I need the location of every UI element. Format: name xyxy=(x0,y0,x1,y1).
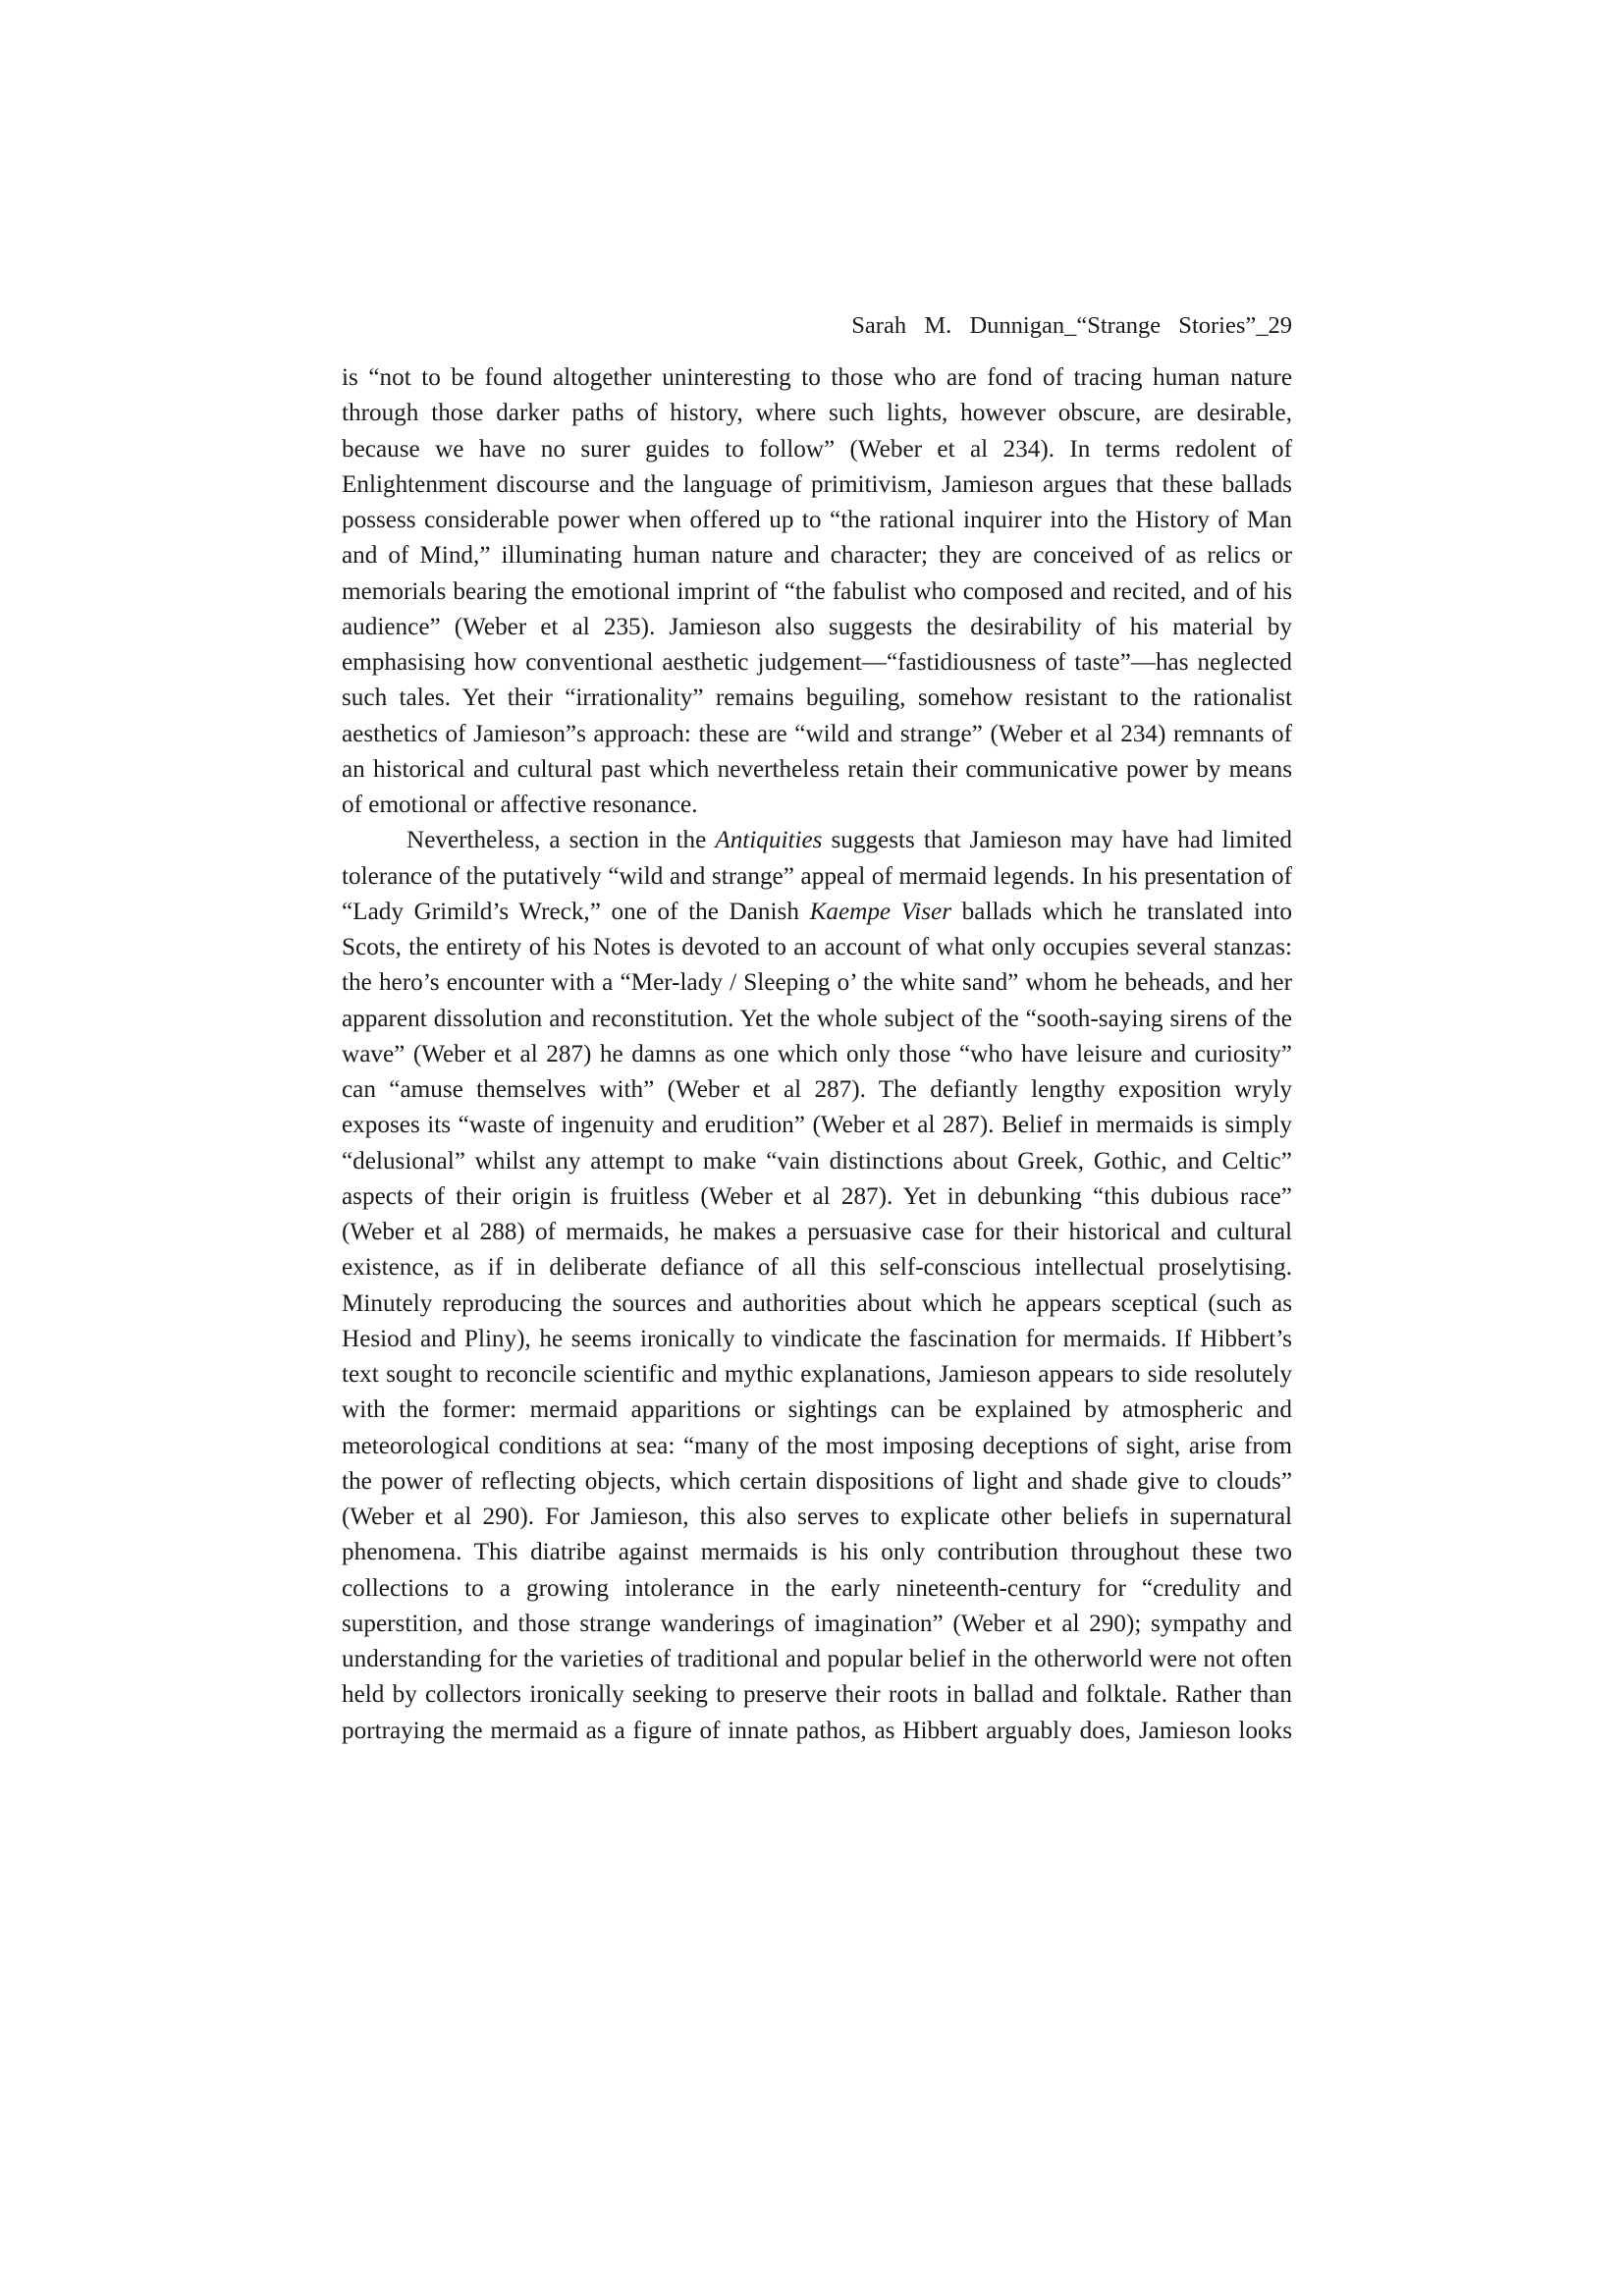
running-head: Sarah M. Dunnigan_“Strange Stories”_29 xyxy=(851,312,1292,339)
paragraph-1 xyxy=(342,360,1292,823)
paragraph-2 xyxy=(342,823,1292,1749)
title-antiquities: Antiquities xyxy=(715,827,823,854)
paragraph-2-text-b: suggests that Jamieson may have had limited tolerance of the putatively “wild and strange” appeal of mermaid legends. In his presentation of “Lady Grimild’s Wreck,” one of the Danish xyxy=(342,827,1293,925)
title-kaempe-viser: Kaempe Viser xyxy=(809,898,952,925)
body-text xyxy=(342,360,1292,1749)
paragraph-2-text-c: ballads which he translated into Scots, the entirety of his Notes is devoted to an account of what only occupies several stanzas: the hero’s encounter with a “Mer-lady / Sleeping o’ the white sand” whom he beheads, and her apparent dissolution and reconstitution. Yet the whole subject of the “sooth-saying sirens of the wave” (Weber et al 287) he damns as one which only those “who have leisure and curiosity” can “amuse themselves with” (Weber et al 287). The defiantly lengthy exposition wryly exposes its “waste of ingenuity and erudition” (Weber et al 287). Belief in mermaids is simply “delusional” whilst any attempt to make “vain distinctions about Greek, Gothic, and Celtic” aspects of their origin is fruitless (Weber et al 287). Yet in debunking “this dubious race” (Weber et al 288) of mermaids, he makes a persuasive case for their historical and cultural existence, as if in deliberate defiance of all this self-conscious intellectual proselytising. Minutely reproducing the sources and authorities about which he appears sceptical (such as Hesiod and Pliny), he seems ironically to vindicate the fascination for mermaids. If Hibbert’s text sought to reconcile scientific and mythic explanations, Jamieson appears to side resolutely with the former: mermaid apparitions or sightings can be explained by atmospheric and meteorological conditions at sea: “many of the most imposing deceptions of sight, arise from the power of reflecting objects, which certain dispositions of light and shade give to clouds” (Weber et al 290). For Jamieson, this also serves to explicate other beliefs in supernatural phenomena. This diatribe against mermaids is his only contribution throughout these two collections to a growing intolerance in the early nineteenth-century for “credulity and superstition, and those strange wanderings of imagination” (Weber et al 290); sympathy and understanding for the varieties of traditional and popular belief in the otherworld were not often held by collectors ironically seeking to preserve their roots in ballad and folktale. Rather than portraying the mermaid as a figure of innate pathos, as Hibbert arguably does, Jamieson looks xyxy=(342,898,1293,1744)
paragraph-2-text-a: Nevertheless, a section in the xyxy=(406,827,716,854)
page xyxy=(342,0,1292,2296)
paragraph-1-text: is “not to be found altogether uninteresting to those who are fond of tracing human nature through those darker paths of history, where such lights, however obscure, are desirable, because we have no surer guides to follow” (Weber et al 234). In terms redolent of Enlightenment discourse and the language of primitivism, Jamieson argues that these ballads possess considerable power when offered up to “the rational inquirer into the History of Man and of Mind,” illuminating human nature and character; they are conceived of as relics or memorials bearing the emotional imprint of “the fabulist who composed and recited, and of his audience” (Weber et al 235). Jamieson also suggests the desirability of his material by emphasising how conventional aesthetic judgement—“fastidiousness of taste”—has neglected such tales. Yet their “irrationality” remains beguiling, somehow resistant to the rationalist aesthetics of Jamieson”s approach: these are “wild and strange” (Weber et al 234) remnants of an historical and cultural past which nevertheless retain their communicative power by means of emotional or affective resonance. xyxy=(342,364,1292,818)
